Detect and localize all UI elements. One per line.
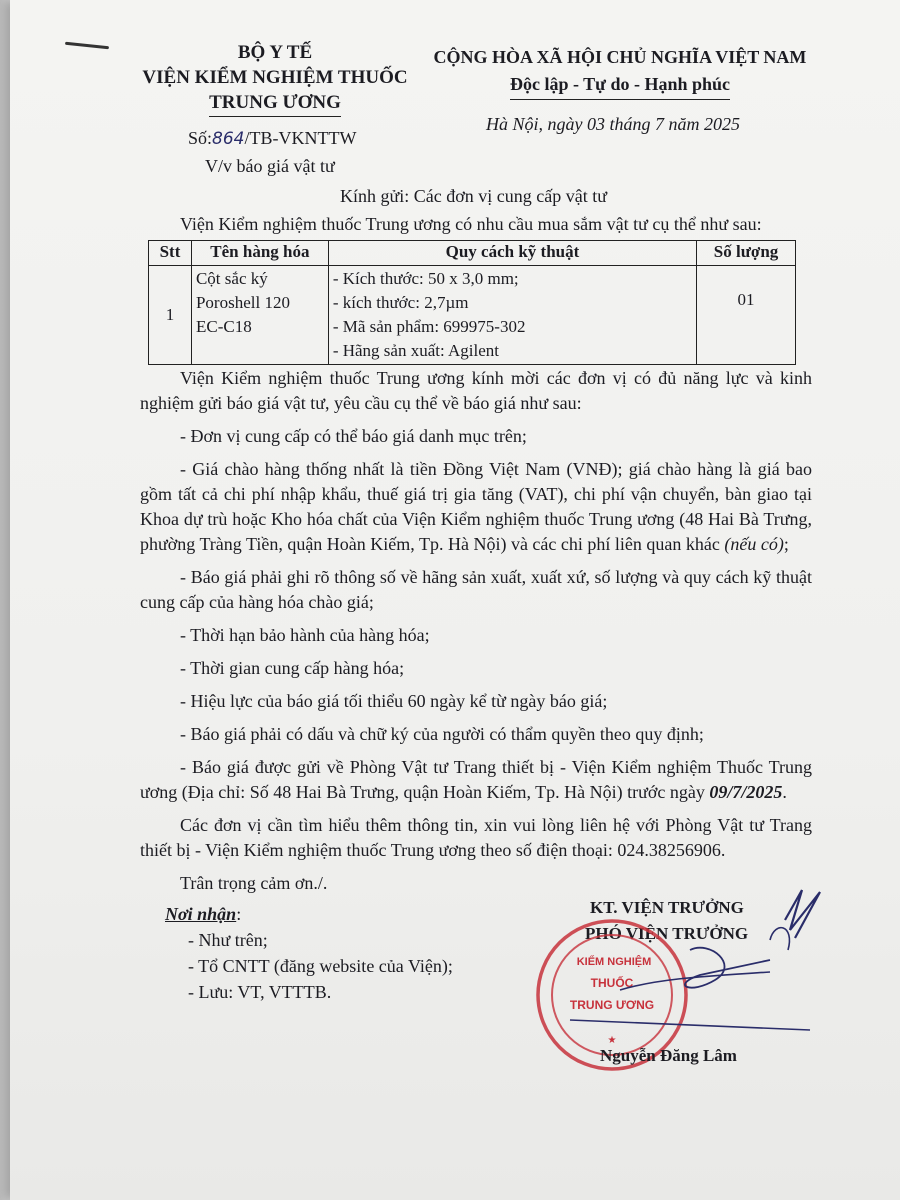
paragraph-invitation: Viện Kiểm nghiệm thuốc Trung ương kính mời các đơn vị có đủ năng lực và kinh nghiệm gửi báo giá vật tư, yêu cầu cụ thể về báo giá như sau: [140,368,812,413]
name-line: EC-C18 [195,317,252,336]
issuer-block [130,40,420,117]
cell-qty: 01 [697,266,796,365]
requirement-7: - Báo giá phải có dấu và chữ ký của người có thẩm quyền theo quy định; [180,724,704,744]
subject-line: V/v báo giá vật tư [205,156,335,176]
items-table [148,240,796,365]
greeting: Kính gửi: Các đơn vị cung cấp vật tư [340,186,607,206]
requirement-8-text: - Báo giá được gửi về Phòng Vật tư Trang thiết bị - Viện Kiểm nghiệm Thuốc Trung ương (Địa chỉ: Số 48 Hai Bà Trưng, quận Hoàn Kiếm, Tp. Hà Nội) trước ngày [140,757,812,802]
col-header-stt: Stt [149,241,192,266]
ref-prefix: Số: [188,128,213,148]
ministry-name: BỘ Y TẾ [237,42,313,63]
stamp-text-line2: THUỐC [590,976,634,990]
spec-line: - Mã sản phẩm: 699975-302 [332,317,526,336]
intro-text: Viện Kiểm nghiệm thuốc Trung ương có nhu cầu mua sắm vật tư cụ thể như sau: [180,214,762,234]
closing: Trân trọng cảm ơn./. [180,873,328,893]
requirement-2-text: - Giá chào hàng thống nhất là tiền Đồng Việt Nam (VNĐ); giá chào hàng là giá bao gồm tất cả chi phí nhập khẩu, thuế giá trị gia tăng (VAT), chi phí vận chuyển, bàn giao tại Khoa dự trù hoặc Kho hóa chất của Viện Kiểm nghiệm thuốc Trung ương (48 Hai Bà Trưng, phường Tràng Tiền, quận Hoàn Kiếm, Tp. Hà Nội) và các chi phí liên quan khác [140,459,812,554]
requirement-2-end: ; [783,534,789,554]
body-text [140,366,812,896]
col-header-name: Tên hàng hóa [191,241,328,266]
recipients-title-colon: : [236,904,242,924]
ref-suffix: /TB-VKNTTW [244,128,357,148]
requirement-4: - Thời hạn bảo hành của hàng hóa; [180,625,430,645]
table-header-row [149,241,796,266]
requirement-8-end: . [782,782,787,802]
name-line: Poroshell 120 [195,293,290,312]
deadline-date: 09/7/2025 [709,782,783,802]
recipients-title-text: Nơi nhận [165,904,237,924]
document-date: Hà Nội, ngày 03 tháng 7 năm 2025 [486,114,740,134]
national-header [410,44,830,100]
recipient-item: - Như trên; [188,930,268,950]
spec-line: - Hãng sản xuất: Agilent [332,341,500,360]
signature-title-1: KT. VIỆN TRƯỞNG [590,898,744,917]
cell-specs [328,266,696,365]
institute-name-line1: VIỆN KIỂM NGHIỆM THUỐC [142,67,408,88]
name-line: Cột sắc ký [195,269,268,288]
signature-title-2: PHÓ VIỆN TRƯỞNG [585,924,749,943]
table-row [149,266,796,365]
paragraph-contact: Các đơn vị cần tìm hiểu thêm thông tin, xin vui lòng liên hệ với Phòng Vật tư Trang thiết bị - Viện Kiểm nghiệm thuốc Trung ương theo số điện thoại: 024.38256906. [140,815,812,860]
reference-number [188,128,356,149]
requirement-1: - Đơn vị cung cấp có thể báo giá danh mục trên; [180,426,527,446]
ref-number-handwritten: 864 [212,129,245,149]
stamp-text-line3: TRUNG ƯƠNG [569,998,655,1012]
recipients-title [165,904,241,925]
national-motto: Độc lập - Tự do - Hạnh phúc [510,71,730,100]
requirement-8 [140,755,812,805]
institute-name-line2: TRUNG ƯƠNG [209,90,341,117]
country-name: CỘNG HÒA XÃ HỘI CHỦ NGHĨA VIỆT NAM [433,47,807,67]
stamp-text-line1: KIỂM NGHIỆM [576,956,652,968]
requirement-3: - Báo giá phải ghi rõ thông số về hãng sản xuất, xuất xứ, số lượng và quy cách kỹ thuật cung cấp của hàng hóa chào giá; [140,567,812,612]
recipient-item: - Lưu: VT, VTTTB. [188,982,332,1002]
requirement-6: - Hiệu lực của báo giá tối thiểu 60 ngày kể từ ngày báo giá; [180,691,608,711]
requirement-2-note: (nếu có) [724,534,784,554]
signer-name: Nguyễn Đăng Lâm [600,1046,737,1065]
requirement-2 [140,457,812,557]
cell-stt: 1 [149,266,192,365]
spec-line: - kích thước: 2,7µm [332,293,469,312]
cell-name [191,266,328,365]
spec-line: - Kích thước: 50 x 3,0 mm; [332,269,519,288]
col-header-specs: Quy cách kỹ thuật [328,241,696,266]
col-header-qty: Số lượng [697,241,796,266]
requirement-5: - Thời gian cung cấp hàng hóa; [180,658,405,678]
handwritten-signature [540,880,840,1050]
svg-text:★: ★ [607,1035,617,1046]
recipient-item: - Tổ CNTT (đăng website của Viện); [188,956,453,976]
